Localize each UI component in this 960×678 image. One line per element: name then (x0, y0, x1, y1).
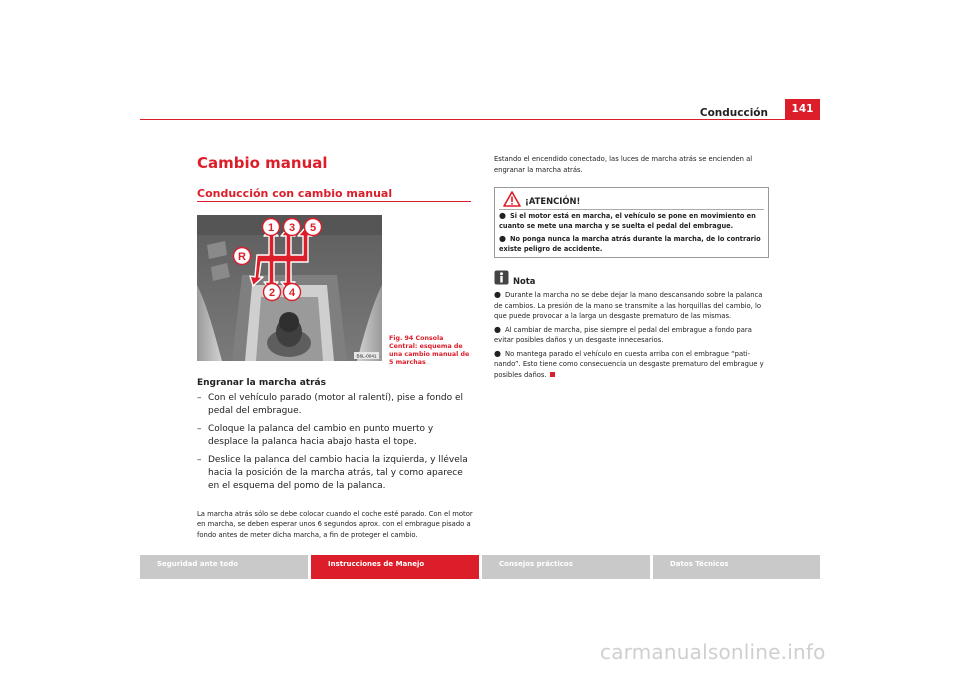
note-item: ● Al cambiar de marcha, pise siempre el pedal del embrague a fondo para evitar posibles daños y un desgaste innecesarios. (494, 324, 752, 344)
warning-triangle-icon (503, 191, 521, 207)
step-dash: – (197, 393, 202, 403)
warning-item: ● Si el motor está en marcha, el vehículo se pone en movimiento en cuanto se mete una marcha y se suelta el pedal del embrague. (499, 211, 756, 230)
bullet: ● (494, 348, 501, 358)
warning-item: ● No ponga nunca la marcha atrás durante la marcha, de lo contrario existe peligro de accidente. (499, 234, 761, 253)
running-header-title: Conducción (699, 107, 768, 119)
procedure-heading: Engranar la marcha atrás (197, 378, 326, 388)
gear-shift-photo (197, 215, 382, 361)
tab-instrucciones[interactable]: Instrucciones de Manejo (311, 555, 479, 579)
warning-box (494, 187, 769, 258)
note-item: ● No mantega parado el vehículo en cuesta arriba con el embrague “pati-nando”. Esto tiene como consecuencia un desgaste prematuro del embrague y posibles daños. (494, 348, 764, 379)
warning-rule (499, 209, 764, 210)
reverse-gear-note: La marcha atrás sólo se debe colocar cuando el coche esté parado. Con el motor en marcha, se deben esperar unos 6 segundos aprox. con el embrague pisado a fondo antes de meter dicha marcha, a fin de proteger el cambio. (197, 510, 473, 539)
gear-label-4: 4 (288, 287, 296, 299)
bullet: ● (499, 234, 506, 243)
end-of-section-mark (550, 372, 555, 377)
warning-title: ¡ATENCIÓN! (525, 196, 581, 206)
note-items (494, 290, 770, 383)
gear-label-3: 3 (288, 222, 296, 234)
step-dash: – (197, 424, 202, 435)
note-title: Nota (513, 276, 536, 286)
bullet: ● (494, 324, 501, 334)
gear-label-r: R (238, 251, 246, 263)
warning-items (499, 211, 765, 257)
page-number: 141 (785, 99, 820, 119)
tab-consejos[interactable]: Consejos prácticos (482, 555, 650, 579)
watermark: carmanualsonline.info (600, 640, 826, 664)
reverse-lights-text: Estando el encendido conectado, las luces de marcha atrás se encienden al engranar la marcha atrás. (494, 155, 753, 174)
tab-datos[interactable]: Datos Técnicos (653, 555, 820, 579)
subtitle-rule (197, 201, 471, 202)
section-subtitle: Conducción con cambio manual (197, 187, 393, 200)
gear-label-1: 1 (267, 222, 275, 234)
procedure-step: – Coloque la palanca del cambio en punto muerto y desplace la palanca hacia abajo hasta el tope. (197, 424, 434, 447)
step-dash: – (197, 455, 202, 466)
header-rule (140, 119, 820, 120)
figure-caption: Fig. 94 Consola Central: esquema de una cambio manual de 5 marchas (389, 335, 470, 366)
procedure-step: – Deslice la palanca del cambio hacia la izquierda, y llévela hacia la posición de la marcha atrás, tal y como aparece en el esquema del pomo de la palanca. (197, 455, 468, 491)
bullet: ● (494, 290, 501, 299)
gear-label-5: 5 (309, 222, 317, 234)
gear-label-2: 2 (268, 287, 276, 299)
info-icon (494, 270, 509, 285)
tab-seguridad[interactable]: Seguridad ante todo (140, 555, 308, 579)
footer-nav (140, 555, 820, 579)
section-title: Cambio manual (197, 154, 328, 172)
bullet: ● (499, 211, 506, 220)
procedure-step: – Con el vehículo parado (motor al ralentí), pise a fondo el pedal del embrague. (197, 393, 464, 416)
figure-code: B6L-0041 (356, 353, 377, 359)
note-item: ● Durante la marcha no se debe dejar la mano descansando sobre la palanca de cambios. La presión de la mano se transmite a las horquillas del cambio, lo que puede provocar a la larga un desgaste prematuro de las mismas. (494, 290, 763, 320)
procedure-steps (197, 392, 473, 498)
